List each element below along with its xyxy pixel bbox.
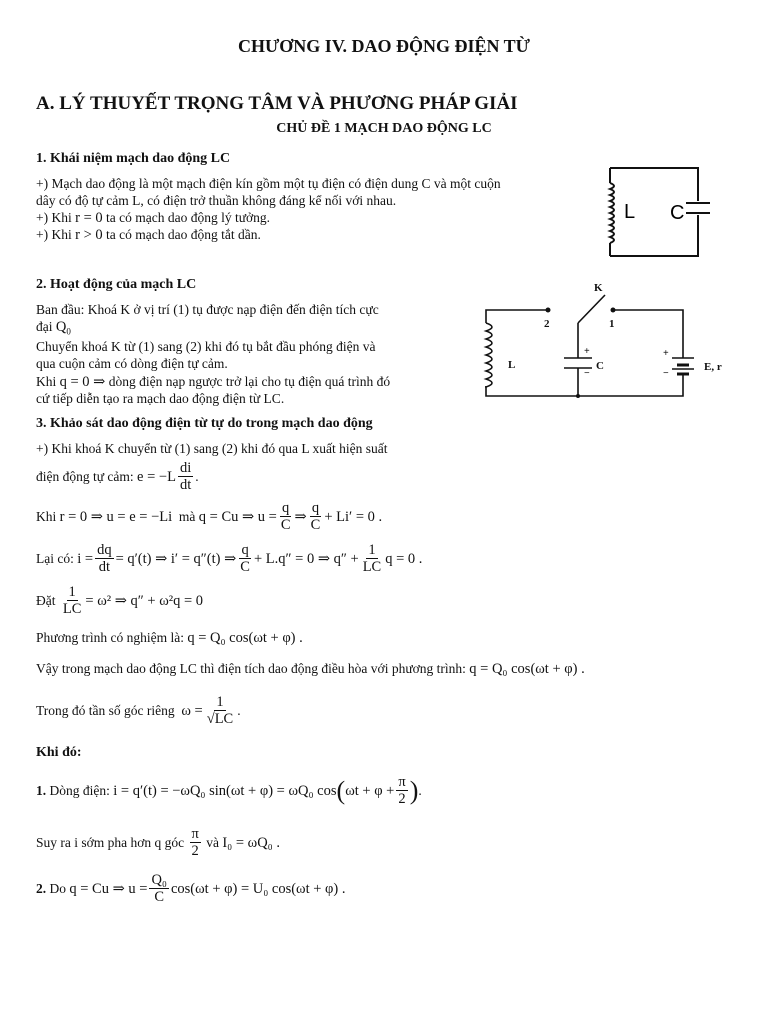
fig2-label-2: 2	[544, 318, 550, 330]
s3-line8: Trong đó tần số góc riêng ω = $\frac{1}{√LC}$ .	[36, 694, 241, 727]
fig2-label-l: L	[508, 359, 516, 371]
fig2-label-1: 1	[609, 318, 615, 330]
lc-circuit-diagram	[598, 163, 718, 263]
page-title: CHƯƠNG IV. DAO ĐỘNG ĐIỆN TỪ	[237, 36, 531, 56]
topic-heading: CHỦ ĐỀ 1 MẠCH DAO ĐỘNG LC	[276, 121, 492, 136]
result-3: 2. Do q = Cu ⇒ u = $\frac{\text{Q₀}}{C}$ cos(ωt + φ) = U₀ cos(ωt + φ) .	[36, 872, 346, 905]
fig1-label-l: L	[624, 201, 636, 223]
s1-line3: +) Khi r = 0 ta có mạch dao động lý tưởng.	[36, 210, 271, 226]
fig2-plus-2: +	[663, 348, 669, 359]
s2-line2: đại $Q_0$	[36, 319, 71, 337]
s2-line3: Chuyển khoá K từ (1) sang (2) khi đó tụ bắt đầu phóng điện và	[36, 339, 376, 354]
result-2: Suy ra i sớm pha hơn q góc $\frac{\pi}{2}$ và I₀ = ωQ₀ .	[36, 826, 280, 859]
s2-line1: Ban đầu: Khoá K ở vị trí (1) tụ được nạp điện đến điện tích cực	[36, 302, 379, 317]
section-1-heading: 1. Khái niệm mạch dao động LC	[36, 151, 231, 166]
fig2-plus-1: +	[584, 346, 590, 357]
fig2-minus-1: −	[584, 368, 590, 379]
switch-circuit-diagram	[478, 278, 723, 426]
s3-line3: Khi r = 0 ⇒ u = e = −Li mà q = Cu ⇒ u = $\frac{q}{C}$ ⇒ $\frac{q}{C}$ + Li′ = 0 .	[36, 500, 383, 533]
s3-line2: điện động tự cảm: e = −L $\frac{di}{dt}$ .	[36, 460, 199, 493]
section-heading-a: A. LÝ THUYẾT TRỌNG TÂM VÀ PHƯƠNG PHÁP GIẢI	[36, 93, 518, 114]
s1-line4: +) Khi r > 0 ta có mạch dao động tắt dần.	[36, 227, 261, 243]
fig2-label-k: K	[594, 282, 603, 294]
fig2-label-e: E, r	[704, 361, 722, 373]
khi-do-heading: Khi đó:	[36, 745, 82, 760]
s3-line5: Đặt $\frac{1}{LC}$ = ω² ⇒ q″ + ω²q = 0	[36, 584, 204, 617]
s3-line7: Vậy trong mạch dao động LC thì điện tích dao động điều hòa với phương trình: q = Q₀ cos(ωt + φ) .	[36, 661, 585, 677]
s1-line2: dây có độ tự cảm L, có điện trở thuần không đáng kể nối với nhau.	[36, 193, 397, 208]
fig2-minus-2: −	[663, 368, 669, 379]
fig2-label-c: C	[596, 360, 604, 372]
result-1: 1. Dòng điện: i = q′(t) = −ωQ₀ sin(ωt + φ) = ωQ₀ cos ( ωt + φ + $\frac{\pi}{2}$ ) .	[36, 774, 422, 807]
s1-line1: +) Mạch dao động là một mạch điện kín gồm một tụ điện có điện dung C và một cuộn	[36, 176, 501, 191]
s3-line4: Lại có: i = $\frac{dq}{dt}$ = q′(t) ⇒ i′ = q″(t) ⇒ $\frac{q}{C}$ + L.q″ = 0 ⇒ q″ + $\frac{1}{LC}$ q = 0 .	[36, 542, 423, 575]
s3-line6: Phương trình có nghiệm là: q = Q₀ cos(ωt + φ) .	[36, 630, 303, 646]
section-3-heading: 3. Khảo sát dao động điện từ tự do trong mạch dao động	[36, 416, 373, 431]
section-2-heading: 2. Hoạt động của mạch LC	[36, 277, 197, 292]
s3-line1: +) Khi khoá K chuyển từ (1) sang (2) khi đó qua L xuất hiện suất	[36, 441, 388, 456]
fig1-label-c: C	[670, 202, 685, 224]
s2-line4: qua cuộn cảm có dòng điện tự cảm.	[36, 356, 228, 371]
s2-line5: Khi q = 0 ⇒ dòng điện nạp ngược trở lại cho tụ điện quá trình đó	[36, 374, 391, 390]
s2-line6: cứ tiếp diễn tạo ra mạch dao động điện từ LC.	[36, 391, 285, 406]
